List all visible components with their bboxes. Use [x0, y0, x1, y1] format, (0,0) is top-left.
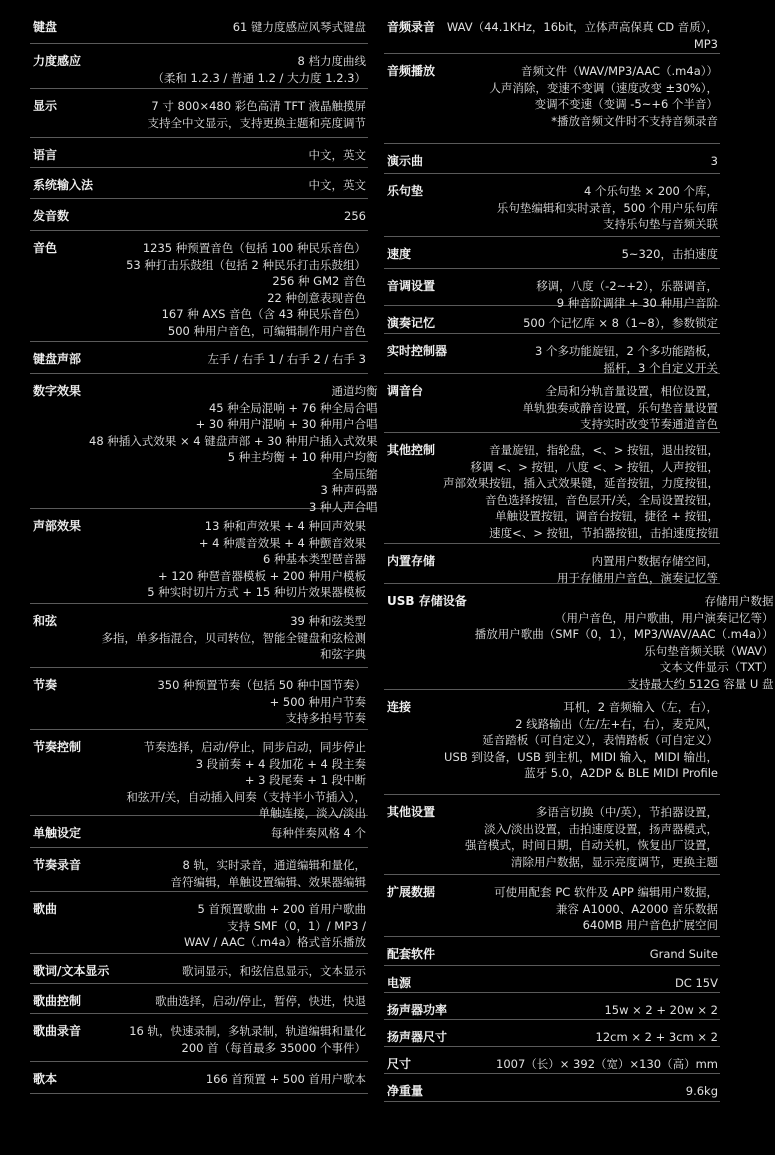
- spec-row-weight: [384, 1074, 720, 1102]
- spec-row-styles: [30, 668, 368, 730]
- spec-value-line: 变调不变速（变调 -5~+6 个半音）: [534, 97, 718, 111]
- spec-row-keyboard: [30, 10, 368, 44]
- spec-value: [443, 315, 720, 332]
- spec-row-polyphony: [30, 199, 368, 231]
- spec-value-line: 3 个多功能旋钮，2 个多功能踏板，: [535, 344, 718, 358]
- spec-column-right: [384, 10, 774, 1102]
- spec-row-other-controls: [384, 433, 720, 544]
- spec-value: [65, 613, 368, 663]
- spec-value-line: 中文，英文: [308, 148, 366, 162]
- spec-value: [431, 153, 720, 170]
- spec-value-line: 3 种人声合唱: [308, 499, 378, 514]
- spec-row-language: [30, 138, 368, 168]
- spec-value-line: + 4 种震音效果 + 4 种颤音效果: [198, 535, 366, 550]
- spec-label: USB 存储设备: [387, 594, 467, 608]
- spec-label: 节奏: [33, 678, 58, 692]
- spec-label: 音频录音: [387, 20, 436, 34]
- spec-value: [89, 383, 379, 515]
- spec-value-line: 支持全中文显示，支持更换主题和亮度调节: [147, 115, 366, 130]
- spec-label: 音色: [33, 241, 58, 255]
- spec-value-line: 延音踏板（可自定义），表情踏板（可自定义）: [482, 733, 718, 747]
- spec-value: [475, 593, 775, 692]
- spec-value: [443, 804, 720, 870]
- spec-row-display: [30, 89, 368, 138]
- spec-value-line: 2 线路输出（左/左+右，右），麦克风，: [515, 716, 718, 731]
- spec-value: [455, 1029, 720, 1046]
- spec-row-chords: [30, 604, 368, 668]
- spec-value-line: MP3: [693, 36, 718, 51]
- spec-value-line: （柔和 1.2.3 / 普通 1.2 / 大力度 1.2.3）: [152, 70, 366, 85]
- spec-value: [443, 553, 720, 586]
- spec-value: [431, 1083, 720, 1100]
- spec-value-line: 摇杆，3 个自定义开关: [603, 360, 718, 375]
- spec-value: [65, 677, 368, 727]
- spec-value-line: + 120 种琶音器模板 + 200 种用户模板: [158, 568, 366, 583]
- spec-label: 发音数: [33, 209, 70, 223]
- spec-value-line: 支持实时改变节奏通道音色: [580, 417, 718, 431]
- spec-label: 歌词/文本显示: [33, 964, 110, 978]
- spec-label: 其他控制: [387, 443, 436, 457]
- spec-value-line: 单轨独奏或静音设置，乐句垫音量设置: [522, 400, 718, 415]
- spec-value-line: 5~320，击拍速度: [621, 247, 718, 261]
- spec-value-line: WAV / AAC（.m4a）格式音乐播放: [183, 935, 366, 949]
- spec-value: [443, 442, 721, 541]
- spec-label: 数字效果: [33, 384, 82, 398]
- spec-value-line: 5 首预置歌曲 + 200 首用户歌曲: [197, 902, 366, 916]
- spec-row-tempo: [384, 237, 720, 269]
- spec-label: 音调设置: [387, 279, 436, 293]
- spec-value: [89, 1023, 368, 1056]
- spec-label: 尺寸: [387, 1057, 412, 1071]
- spec-value-line: 播放用户歌曲（SMF（0，1），MP3/WAV/AAC（.m4a））: [474, 627, 774, 641]
- spec-value-line: 全局和分轨音量设置，相位设置，: [545, 384, 718, 398]
- spec-label: 键盘: [33, 20, 58, 34]
- spec-value-line: 支持 SMF（0，1）/ MP3 /: [227, 918, 366, 933]
- spec-value-line: 移调 <、> 按钮，八度 <、> 按钮，人声按钮，: [470, 459, 720, 474]
- spec-value: [65, 147, 368, 164]
- spec-value-line: 音符编辑，单触设置编辑、效果器编辑: [170, 874, 366, 889]
- spec-value-line: 乐句垫编辑和实时录音，500 个用户乐句库: [496, 200, 718, 215]
- spec-label: 乐句垫: [387, 184, 424, 198]
- spec-value-line: 歌曲选择，启动/停止，暂停，快进，快退: [155, 994, 366, 1008]
- spec-value-line: 256 种 GM2 音色: [272, 274, 366, 288]
- spec-value: [419, 1056, 720, 1073]
- spec-row-demo: [384, 144, 720, 174]
- spec-label: 键盘声部: [33, 352, 82, 366]
- spec-value-line: 8 轨，实时录音，通道编辑和量化，: [182, 858, 366, 872]
- spec-value-line: 全局压缩: [331, 466, 378, 481]
- spec-value: [89, 825, 368, 842]
- spec-value-line: 清除用户数据，显示亮度调节，更换主题: [511, 854, 718, 869]
- spec-value-line: 5 种实时切片方式 + 15 种切片效果器模板: [147, 585, 366, 599]
- spec-label: 单触设定: [33, 826, 82, 840]
- spec-value-line: 167 种 AXS 音色（含 43 种民乐音色）: [161, 307, 366, 321]
- spec-value: [443, 63, 720, 129]
- spec-row-lyrics: [30, 954, 368, 984]
- spec-value: [419, 975, 720, 992]
- spec-value: [419, 246, 720, 263]
- spec-value-line: 9.6kg: [685, 1084, 718, 1098]
- spec-label: 歌曲录音: [33, 1024, 82, 1038]
- spec-value-line: 61 键力度感应风琴式键盘: [232, 20, 366, 34]
- spec-row-vocal-effects: [30, 509, 368, 604]
- spec-row-amp-power: [384, 993, 720, 1020]
- spec-value-line: 强音模式，时间日期，自动关机，恢复出厂设置，: [465, 838, 718, 852]
- spec-value-line: 内置用户数据存储空间，: [591, 554, 718, 568]
- spec-row-style-recording: [30, 848, 368, 892]
- spec-value: [65, 1071, 368, 1088]
- spec-row-songs: [30, 892, 368, 954]
- spec-value-line: 4 个乐句垫 × 200 个库，: [583, 184, 718, 198]
- spec-label: 演奏记忆: [387, 316, 436, 330]
- spec-row-keyboard-parts: [30, 342, 368, 374]
- spec-value-line: 3 种声码器: [320, 483, 378, 497]
- spec-value-line: 节奏选择，启动/停止，同步启动，同步停止: [143, 740, 366, 754]
- spec-row-input-method: [30, 168, 368, 199]
- spec-value-line: 可使用配套 PC 软件及 APP 编辑用户数据，: [494, 885, 718, 899]
- spec-value: [443, 884, 720, 934]
- spec-value-line: 人声消除，变速不变调（速度改变 ±30%），: [489, 80, 718, 95]
- spec-value-line: 歌词显示，和弦信息显示，文本显示: [182, 964, 366, 978]
- spec-label: 歌曲: [33, 902, 58, 916]
- spec-value-line: 500 个记忆库 × 8（1~8），参数锁定: [523, 316, 718, 330]
- spec-value-line: 通道均衡: [331, 384, 378, 398]
- spec-value-line: 支持乐句垫与音频关联: [603, 217, 718, 231]
- spec-row-other-settings: [384, 795, 720, 875]
- spec-row-digital-effects: [30, 374, 378, 514]
- spec-value-line: + 3 段尾奏 + 1 段中断: [244, 773, 366, 787]
- spec-value: [89, 739, 368, 822]
- spec-value-line: 移调，八度（-2~+2），乐器调音，: [536, 279, 718, 293]
- spec-value: [101, 177, 368, 194]
- spec-value: [89, 351, 368, 368]
- spec-label: 歌本: [33, 1072, 58, 1086]
- spec-value-line: 左手 / 右手 1 / 右手 2 / 右手 3: [207, 352, 366, 366]
- spec-value: [443, 19, 720, 52]
- spec-row-expansion: [384, 875, 720, 937]
- spec-value: [65, 901, 368, 951]
- spec-value: [443, 946, 720, 963]
- spec-value-line: 3 段前奏 + 4 段加花 + 4 段主奏: [195, 756, 366, 771]
- spec-label: 净重量: [387, 1084, 424, 1098]
- spec-value-line: 单触设置按钮，调音台按钮，捷径 + 按钮，: [495, 509, 720, 523]
- spec-row-song-recording: [30, 1014, 368, 1062]
- spec-row-software: [384, 937, 720, 966]
- spec-label: 节奏控制: [33, 740, 82, 754]
- spec-value-line: 和弦开/关，自动插入间奏（支持半小节插入），: [126, 789, 366, 804]
- spec-label: 系统输入法: [33, 178, 94, 192]
- spec-value: [65, 98, 368, 131]
- spec-value: [65, 19, 368, 36]
- spec-value-line: （用户音色，用户歌曲，用户演奏记忆等）: [554, 610, 774, 625]
- spec-value-line: + 500 种用户节奏: [269, 694, 366, 709]
- spec-value: [443, 278, 720, 311]
- spec-value-line: 48 种插入式效果 × 4 键盘声部 + 30 种用户插入式效果: [89, 433, 378, 448]
- spec-value-line: 640MB 用户音色扩展空间: [582, 918, 718, 932]
- spec-label: 歌曲控制: [33, 994, 82, 1008]
- spec-label: 扬声器尺寸: [387, 1030, 448, 1044]
- spec-row-usb-storage: [384, 584, 774, 691]
- spec-value-line: 15w × 2 + 20w × 2: [604, 1003, 718, 1017]
- spec-value: [65, 240, 368, 339]
- spec-label: 配套软件: [387, 947, 436, 961]
- spec-label: 力度感应: [33, 54, 82, 68]
- spec-value-line: 速度<、> 按钮，节拍器按钮，击拍速度按钮: [489, 525, 720, 540]
- spec-value-line: 39 种和弦类型: [290, 614, 366, 628]
- spec-value-line: 中文，英文: [308, 178, 366, 192]
- spec-value-line: 256: [344, 209, 366, 223]
- spec-value-line: 支持最大约 512G 容量 U 盘: [627, 676, 774, 691]
- spec-value-line: 音量旋钮，指轮盘，<、> 按钮，退出按钮，: [489, 443, 720, 457]
- spec-value-line: 7 寸 800×480 彩色高清 TFT 液晶触摸屏: [151, 99, 366, 113]
- spec-value-line: WAV（44.1KHz，16bit，立体声高保真 CD 音质），: [446, 20, 718, 34]
- spec-value: [89, 518, 368, 601]
- spec-row-audio-recording: [384, 10, 720, 54]
- spec-value-line: 16 轨，快速录制，多轨录制，轨道编辑和量化: [129, 1024, 366, 1038]
- spec-row-internal-storage: [384, 544, 720, 584]
- spec-value-line: 乐句垫音频关联（WAV）: [644, 643, 774, 658]
- spec-value-line: 1007（长）× 392（宽）×130（高）mm: [496, 1057, 718, 1071]
- spec-value-line: USB 到设备，USB 到主机，MIDI 输入，MIDI 输出，: [444, 749, 718, 764]
- spec-value-line: 淡入/淡出设置，击拍速度设置，扬声器模式，: [484, 821, 718, 836]
- spec-value-line: 9 种音阶调律 + 30 种用户音阶: [556, 295, 718, 310]
- spec-label: 显示: [33, 99, 58, 113]
- spec-row-songbook: [30, 1062, 368, 1094]
- spec-value: [89, 53, 368, 86]
- spec-value: [117, 963, 368, 980]
- spec-value-line: 用于存储用户音色，演奏记忆等: [557, 570, 718, 585]
- spec-value-line: 文本文件显示（TXT）: [659, 660, 774, 674]
- spec-value-line: 166 首预置 + 500 首用户歌本: [205, 1072, 366, 1086]
- spec-row-audio-playback: [384, 54, 720, 144]
- spec-label: 内置存储: [387, 554, 436, 568]
- spec-value: [431, 183, 720, 233]
- spec-row-power: [384, 966, 720, 993]
- spec-value: [419, 699, 720, 782]
- spec-row-touch-response: [30, 44, 368, 89]
- spec-value-line: 多指，单多指混合，贝司转位，智能全键盘和弦检测: [101, 630, 366, 645]
- spec-label: 声部效果: [33, 519, 82, 533]
- spec-value-line: 350 种预置节奏（包括 50 种中国节奏）: [157, 678, 366, 692]
- spec-value: [89, 993, 368, 1010]
- spec-row-dimensions: [384, 1047, 720, 1074]
- spec-value-line: Grand Suite: [649, 947, 718, 961]
- spec-value: [89, 857, 368, 890]
- spec-label: 连接: [387, 700, 412, 714]
- spec-row-song-control: [30, 984, 368, 1014]
- spec-value-line: 声部效果按钮，插入式效果键，延音按钮，力度按钮，: [443, 476, 720, 490]
- spec-row-live-controllers: [384, 334, 720, 374]
- spec-value-line: 200 首（每首最多 35000 个事件）: [181, 1040, 366, 1055]
- spec-label: 扬声器功率: [387, 1003, 448, 1017]
- spec-row-connections: [384, 690, 720, 795]
- spec-value-line: 蓝牙 5.0，A2DP & BLE MIDI Profile: [524, 766, 718, 780]
- spec-value: [455, 343, 720, 376]
- spec-value-line: 22 种创意表现音色: [267, 290, 366, 305]
- spec-row-style-control: [30, 730, 368, 820]
- spec-value: [431, 383, 720, 433]
- spec-value-line: 8 档力度曲线: [297, 54, 366, 68]
- spec-value-line: 12cm × 2 + 3cm × 2: [595, 1030, 718, 1044]
- spec-value-line: 45 种全局混响 + 76 种全局合唱: [208, 400, 378, 415]
- spec-row-pads: [384, 174, 720, 237]
- spec-column-left: [30, 10, 378, 1094]
- spec-value-line: *播放音频文件时不支持音频录音: [551, 113, 718, 128]
- spec-value-line: 1235 种预置音色（包括 100 种民乐音色）: [142, 241, 366, 255]
- spec-label: 调音台: [387, 384, 424, 398]
- spec-value: [455, 1002, 720, 1019]
- spec-row-voices: [30, 231, 368, 342]
- spec-value-line: 500 种用户音色，可编辑制作用户音色: [167, 323, 366, 338]
- spec-label: 其他设置: [387, 805, 436, 819]
- spec-value-line: 5 种主均衡 + 10 种用户均衡: [227, 450, 378, 464]
- spec-value-line: 音色选择按钮，音色层开/关，全局设置按钮，: [485, 492, 720, 507]
- spec-label: 电源: [387, 976, 412, 990]
- spec-row-tuning: [384, 269, 720, 310]
- spec-label: 和弦: [33, 614, 58, 628]
- spec-value-line: 兼容 A1000、A2000 音乐数据: [555, 901, 718, 916]
- spec-label: 演示曲: [387, 154, 424, 168]
- spec-value-line: 存储用户数据: [704, 594, 774, 608]
- spec-value-line: 3: [710, 154, 718, 168]
- spec-value-line: 多语言切换（中/英），节拍器设置，: [535, 805, 718, 819]
- spec-value-line: 6 种基本类型琶音器: [263, 552, 366, 566]
- spec-label: 节奏录音: [33, 858, 82, 872]
- spec-value-line: 13 种和声效果 + 4 种回声效果: [204, 519, 366, 533]
- spec-value-line: 和弦字典: [320, 647, 366, 661]
- spec-value-line: DC 15V: [674, 976, 718, 990]
- spec-row-speaker-size: [384, 1020, 720, 1047]
- spec-row-mixer: [384, 374, 720, 433]
- spec-label: 速度: [387, 247, 412, 261]
- spec-value-line: 音频文件（WAV/MP3/AAC（.m4a））: [520, 64, 718, 78]
- spec-label: 音频播放: [387, 64, 436, 78]
- spec-label: 语言: [33, 148, 58, 162]
- spec-value-line: 单触连接，淡入/淡出: [258, 806, 366, 820]
- spec-value-line: 支持多拍号节奏: [285, 711, 366, 725]
- spec-label: 实时控制器: [387, 344, 448, 358]
- spec-value-line: 耳机，2 音频输入（左，右），: [563, 700, 718, 714]
- spec-label: 扩展数据: [387, 885, 436, 899]
- spec-value-line: 每种伴奏风格 4 个: [270, 826, 366, 840]
- spec-value-line: 53 种打击乐鼓组（包括 2 种民乐打击乐鼓组）: [126, 257, 366, 272]
- spec-value: [77, 208, 368, 225]
- spec-value-line: + 30 种用户混响 + 30 种用户合唱: [195, 417, 378, 431]
